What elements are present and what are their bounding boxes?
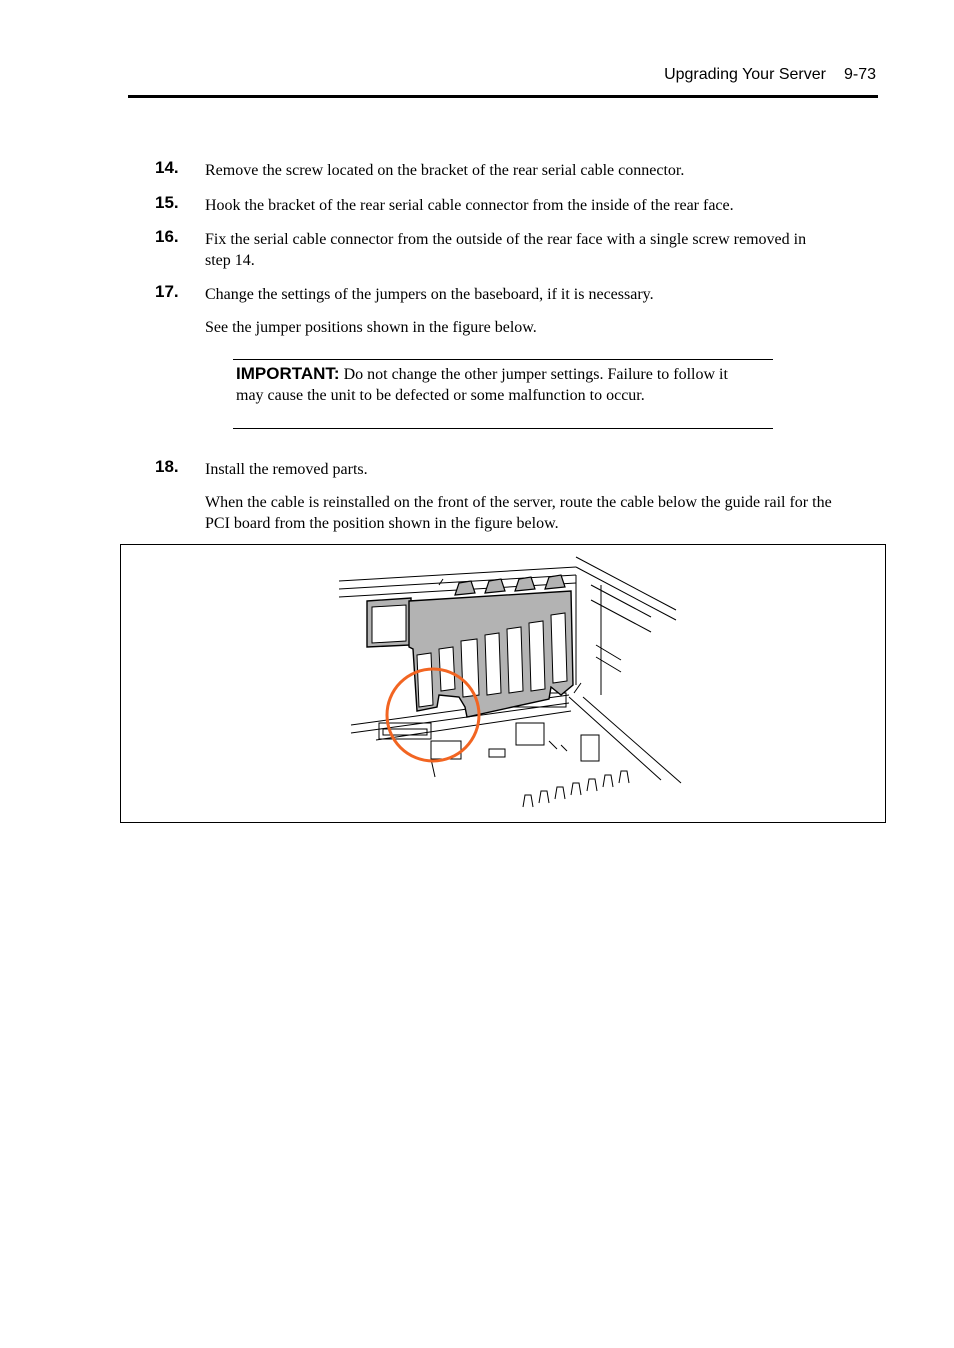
header-page-number: 9-73 xyxy=(843,66,876,83)
step-text: Remove the screw located on the bracket of the rear serial cable connector. xyxy=(205,162,685,179)
important-box xyxy=(233,359,773,429)
step-number: 14. xyxy=(155,158,179,177)
step-text: Hook the bracket of the rear serial cable connector from the inside of the rear face. xyxy=(205,197,734,214)
step-number: 18. xyxy=(155,457,179,476)
header-title: Upgrading Your Server xyxy=(664,66,826,83)
server-chassis-illustration xyxy=(121,545,887,824)
step-number: 16. xyxy=(155,227,179,246)
step-text: Fix the serial cable connector from the outside of the rear face with a single screw removed in step 14. xyxy=(205,231,807,269)
page-header xyxy=(664,66,876,84)
figure-frame xyxy=(120,544,886,823)
important-text: Do not change the other jumper settings. Failure to follow it may cause the unit to be defected or some malfunction to occur. xyxy=(236,366,728,404)
header-rule xyxy=(128,95,878,98)
step-text: Install the removed parts. xyxy=(205,461,368,478)
cable-note: When the cable is reinstalled on the front of the server, route the cable below the guide rail for the PCI board from the position shown in the figure below. xyxy=(205,494,832,532)
important-label: IMPORTANT: xyxy=(236,364,340,383)
important-body xyxy=(236,363,756,406)
jumper-note: See the jumper positions shown in the figure below. xyxy=(205,319,537,336)
step-number: 17. xyxy=(155,282,179,301)
step-number: 15. xyxy=(155,193,179,212)
step-text: Change the settings of the jumpers on the baseboard, if it is necessary. xyxy=(205,286,654,303)
